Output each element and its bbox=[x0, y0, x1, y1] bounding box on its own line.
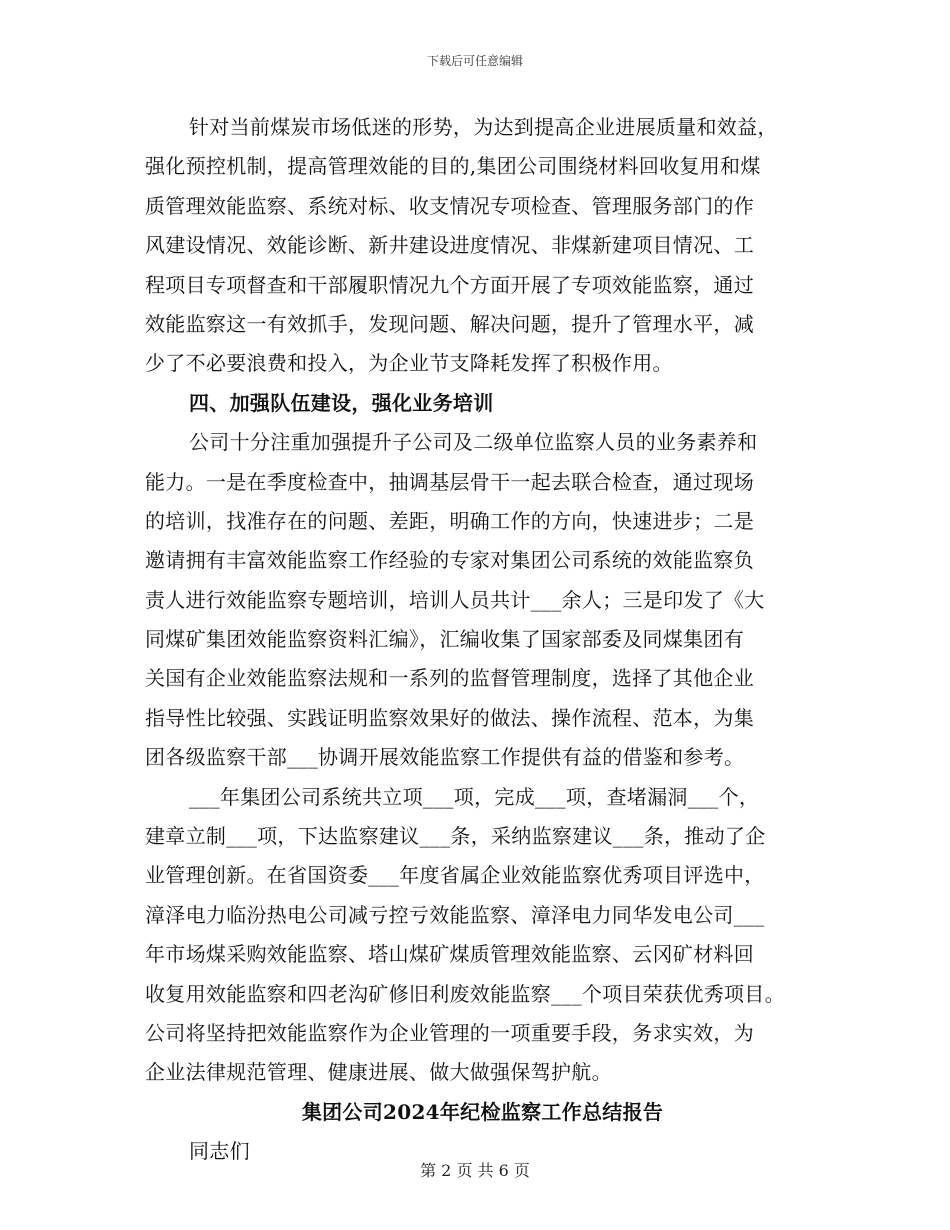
document-body bbox=[145, 108, 810, 1172]
text-line: 建章立制___项，下达监察建议___条，采纳监察建议___条，推动了企 bbox=[145, 824, 766, 849]
paragraph-efficiency-supervision bbox=[145, 108, 810, 384]
paragraph-project-results bbox=[145, 778, 810, 1093]
text-line: 针对当前煤炭市场低迷的形势，为达到提高企业进展质量和效益， bbox=[189, 115, 778, 139]
text-line: 指导性比较强、实践证明监察效果好的做法、操作流程、范本，为集 bbox=[145, 705, 754, 730]
text-line: 程项目专项督查和干部履职情况九个方面开展了专项效能监察，通过 bbox=[145, 272, 754, 297]
text-line: 团各级监察干部___协调开展效能监察工作提供有益的借鉴和参考。 bbox=[145, 745, 745, 770]
text-line: 漳泽电力临汾热电公司减亏控亏效能监察、漳泽电力同华发电公司___ bbox=[145, 902, 765, 927]
text-line: 质管理效能监察、系统对标、收支情况专项检查、管理服务部门的作 bbox=[145, 193, 754, 218]
text-line: 邀请拥有丰富效能监察工作经验的专家对集团公司系统的效能监察负 bbox=[145, 548, 754, 573]
text-line: 少了不必要浪费和投入，为企业节支降耗发挥了积极作用。 bbox=[145, 351, 673, 376]
salutation: 同志们 bbox=[189, 1139, 250, 1164]
text-line: 关国有企业效能监察法规和一系列的监督管理制度，选择了其他企业 bbox=[145, 666, 754, 691]
text-line: 效能监察这一有效抓手，发现问题、解决问题，提升了管理水平，减 bbox=[145, 311, 754, 336]
text-line: 强化预控机制，提高管理效能的目的,集团公司围绕材料回收复用和煤 bbox=[145, 154, 761, 179]
text-line: 业管理创新。在省国资委___年度省属企业效能监察优秀项目评选中， bbox=[145, 863, 765, 888]
section-heading: 四、加强队伍建设，强化业务培训 bbox=[189, 390, 494, 415]
text-line: 责人进行效能监察专题培训，培训人员共计___余人；三是印发了《大 bbox=[145, 587, 765, 612]
paragraph-team-building bbox=[145, 423, 810, 778]
text-line: 企业法律规范管理、健康进展、做大做强保驾护航。 bbox=[145, 1060, 612, 1085]
text-line: 的培训，找准存在的问题、差距，明确工作的方向，快速进步；二是 bbox=[145, 508, 754, 533]
page-footer: 第 2 页 共 6 页 bbox=[420, 1161, 530, 1180]
report-title: 集团公司2024年纪检监察工作总结报告 bbox=[301, 1099, 664, 1124]
text-line: 能力。一是在季度检查中，抽调基层骨干一起去联合检查，通过现场 bbox=[145, 469, 754, 494]
text-line: 风建设情况、效能诊断、新井建设进度情况、非煤新建项目情况、工 bbox=[145, 233, 754, 258]
text-line: 年市场煤采购效能监察、塔山煤矿煤质管理效能监察、云冈矿材料回 bbox=[145, 942, 754, 967]
text-line: 公司将坚持把效能监察作为企业管理的一项重要手段，务求实效，为 bbox=[145, 1020, 754, 1045]
page-header: 下载后可任意编辑 bbox=[426, 54, 523, 68]
text-line: 收复用效能监察和四老沟矿修旧利废效能监察___个项目荣获优秀项目。 bbox=[145, 981, 785, 1006]
text-line: ___年集团公司系统共立项___项，完成___项，查堵漏洞___个， bbox=[189, 784, 760, 809]
text-line: 同煤矿集团效能监察资料汇编》，汇编收集了国家部委及同煤集团有 bbox=[145, 627, 744, 652]
text-line: 公司十分注重加强提升子公司及二级单位监察人员的业务素养和 bbox=[189, 430, 758, 455]
